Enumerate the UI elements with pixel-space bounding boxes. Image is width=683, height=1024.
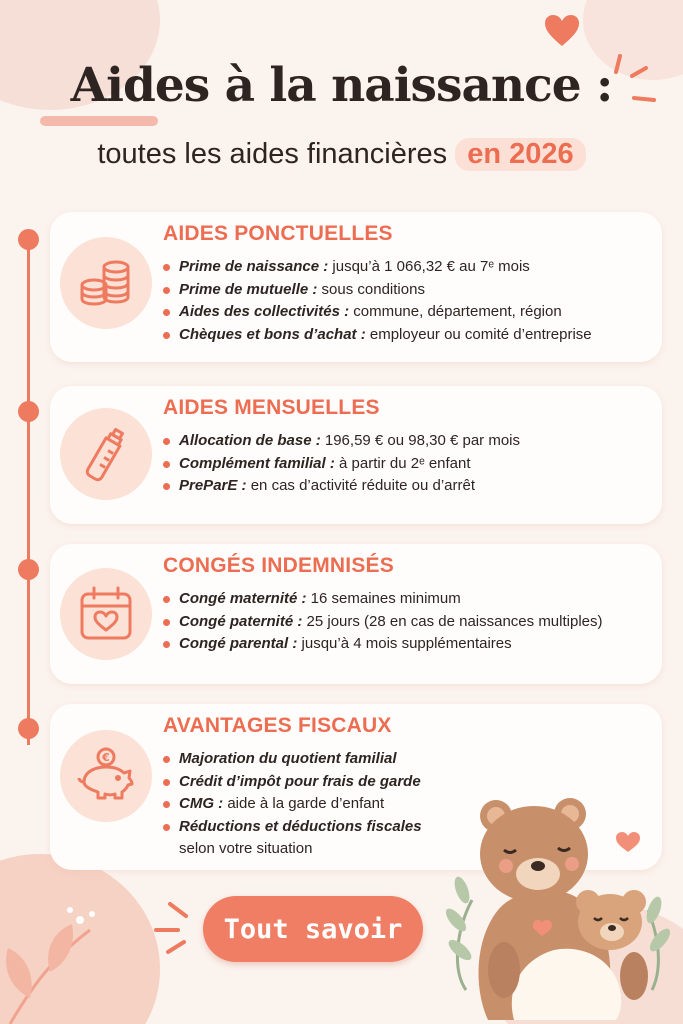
card-aides-ponctuelles (50, 212, 662, 362)
timeline-dot (18, 559, 39, 580)
list-item: Congé maternité : 16 semaines minimum (163, 588, 653, 611)
card-aides-mensuelles (50, 386, 662, 524)
timeline-line (27, 240, 30, 745)
calendar-heart-icon (60, 568, 152, 660)
list-item: Congé parental : jusqu’à 4 mois supplémentaires (163, 633, 653, 656)
card-list (163, 256, 653, 346)
svg-text:€: € (102, 751, 110, 764)
timeline-dot (18, 229, 39, 250)
card-list (163, 588, 653, 656)
card-title: CONGÉS INDEMNISÉS (163, 554, 394, 577)
list-item: PreParE : en cas d’activité réduite ou d’arrêt (163, 475, 653, 498)
card-list (163, 430, 653, 498)
list-item: Complément familial : à partir du 2ᵉ enfant (163, 453, 653, 476)
list-item: Prime de mutuelle : sous conditions (163, 279, 653, 302)
coins-icon (60, 237, 152, 329)
page-title: Aides à la naissance : (70, 58, 613, 113)
list-item: Crédit d’impôt pour frais de garde (163, 771, 653, 794)
card-title: AVANTAGES FISCAUX (163, 714, 392, 737)
list-item: Réductions et déductions fiscales selon votre situation (163, 816, 653, 861)
card-title: AIDES PONCTUELLES (163, 222, 393, 245)
tout-savoir-button[interactable]: Tout savoir (203, 896, 423, 962)
timeline-dot (18, 718, 39, 739)
list-item: Aides des collectivités : commune, département, région (163, 301, 653, 324)
card-conges-indemnises (50, 544, 662, 684)
year-highlight: en 2026 (455, 138, 585, 171)
title-underline (40, 116, 158, 126)
list-item: CMG : aide à la garde d’enfant (163, 793, 653, 816)
list-item: Chèques et bons d’achat : employeur ou comité d’entreprise (163, 324, 653, 347)
bear-illustration (438, 790, 678, 1020)
piggy-bank-icon (60, 730, 152, 822)
page-subtitle (0, 138, 683, 171)
leaf-branch-icon (0, 880, 140, 1024)
sparkle-icon (152, 898, 198, 958)
list-item: Congé paternité : 25 jours (28 en cas de naissances multiples) (163, 611, 653, 634)
card-title: AIDES MENSUELLES (163, 396, 380, 419)
timeline-dot (18, 401, 39, 422)
list-item: Allocation de base : 196,59 € ou 98,30 € par mois (163, 430, 653, 453)
list-item: Majoration du quotient familial (163, 748, 653, 771)
baby-bottle-icon (60, 408, 152, 500)
subtitle-text: toutes les aides financières (97, 138, 448, 170)
list-item: Prime de naissance : jusqu’à 1 066,32 € au 7ᵉ mois (163, 256, 653, 279)
heart-icon (544, 14, 580, 48)
